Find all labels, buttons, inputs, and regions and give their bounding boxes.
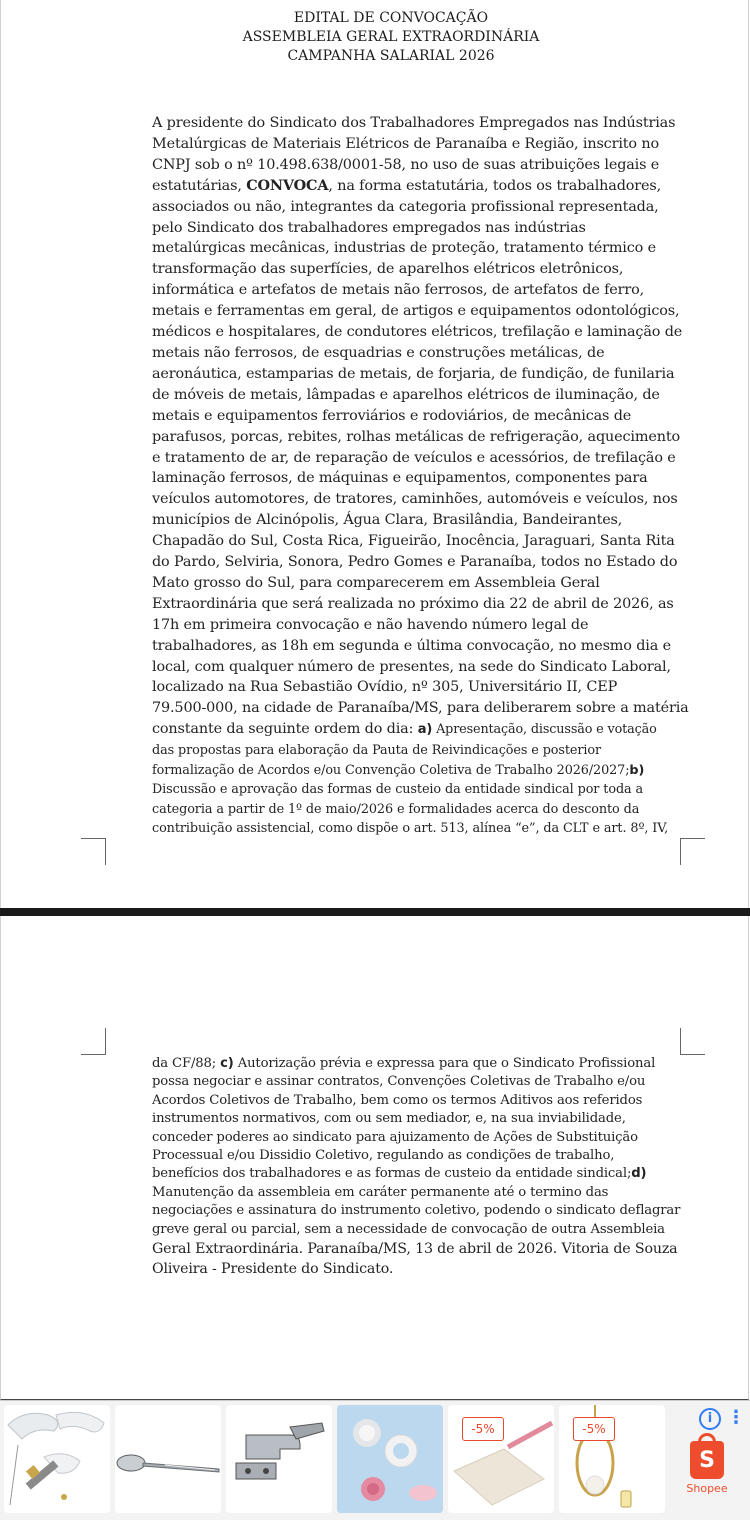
white-motor-parts-icon: [4, 1405, 110, 1513]
text-run: 79.500-000, na cidade de Paranaíba/MS, para deliberarem sobre a matéria: [152, 700, 689, 717]
body-line: [152, 113, 676, 134]
ad-product-4[interactable]: [337, 1405, 443, 1513]
text-run: 17h em primeira convocação e não havendo número legal de: [152, 616, 589, 633]
text-run: e tratamento de ar, de reparação de veículos e acessórios, de trefilação e: [152, 449, 676, 466]
body-line: [152, 238, 676, 259]
text-run: associados ou não, integrantes da categoria profissional representada,: [152, 198, 659, 215]
agenda-item-label: d): [631, 1166, 647, 1182]
text-run: greve geral ou parcial, sem a necessidade de convocação de outra Assembleia: [152, 1221, 665, 1237]
document-body-page-2: [152, 1055, 682, 1279]
text-run: metais não ferrosos, de esquadrias e construções metálicas, de: [152, 344, 605, 361]
document-body-page-1: [152, 113, 689, 839]
ad-product-6[interactable]: [559, 1405, 665, 1513]
info-icon[interactable]: i: [699, 1408, 721, 1430]
page-separator: [0, 908, 750, 916]
text-run: Manutenção da assembleia em caráter permanente até o termino das: [152, 1184, 609, 1200]
title-line-1: EDITAL DE CONVOCAÇÃO: [293, 10, 489, 26]
body-line: [152, 531, 676, 552]
page-corner-mark: [81, 838, 106, 865]
page-corner-mark: [680, 1028, 705, 1055]
text-run: CNPJ sob o nº 10.498.638/0001-58, no uso de suas atribuições legais e: [152, 156, 660, 173]
body-line: [152, 134, 676, 155]
text-run: Acordos Coletivos de Trabalho, bem como os termos Aditivos aos referidos: [152, 1092, 643, 1108]
title-line-3: CAMPANHA SALARIAL 2026: [287, 48, 495, 64]
page-corner-mark: [81, 1028, 106, 1055]
body-line: [152, 677, 676, 698]
text-run: de móveis de metais, lâmpadas e aparelhos elétricos de iluminação, de: [152, 386, 660, 403]
body-line: [152, 468, 676, 489]
text-run: informática e artefatos de metais não ferrosos, de artefatos de ferro,: [152, 282, 645, 299]
text-run: , na forma estatutária, todos os trabalhadores,: [328, 177, 662, 194]
spoon-icon: [115, 1405, 221, 1513]
item-a-label: a): [417, 722, 433, 738]
text-run: trabalhadores, as 18h em segunda e última convocação, no mesmo dia e: [152, 637, 671, 654]
text-run: laminação ferrosos, de máquinas e equipamentos, componentes para: [152, 470, 648, 487]
text-run: das propostas para elaboração da Pauta de Reivindicações e posterior: [152, 743, 602, 759]
text-run: Chapadão do Sul, Costa Rica, Figueirão, Inocência, Jaraguari, Santa Rita: [152, 533, 675, 550]
body-line: [152, 176, 676, 197]
body-line: [152, 197, 676, 218]
body-line: [152, 489, 676, 510]
page-corner-mark: [680, 838, 705, 865]
discount-badge: -5%: [462, 1417, 504, 1441]
text-run: possa negociar e assinar contratos, Convenções Coletivas de Trabalho e/ou: [152, 1074, 646, 1090]
body-line: [152, 1202, 682, 1220]
body-line-closing: [152, 1239, 682, 1259]
body-line: [152, 322, 683, 343]
document-title: [1, 9, 750, 66]
body-line: [152, 552, 676, 573]
body-line: [152, 427, 680, 448]
shopee-ad-banner[interactable]: [0, 1400, 750, 1520]
body-line-small: [152, 800, 676, 820]
body-line-small: [152, 819, 676, 839]
body-line: [152, 1147, 682, 1165]
title-line-2: ASSEMBLEIA GERAL EXTRAORDINÁRIA: [242, 29, 540, 45]
text-run: Discussão e aprovação das formas de custeio da entidade sindical por toda a: [152, 782, 644, 798]
text-run: veículos automotores, de tratores, caminhões, automóveis e veículos, nos: [152, 491, 678, 508]
body-line-closing: [152, 1259, 682, 1279]
text-run: formalização de Acordos e/ou Convenção Coletiva de Trabalho 2026/2027;: [152, 762, 630, 778]
ad-product-3[interactable]: [226, 1405, 332, 1513]
body-line: [152, 1129, 682, 1147]
more-options-icon[interactable]: ⋮: [727, 1407, 745, 1428]
document-page-2: [0, 916, 749, 1400]
body-line: [152, 155, 676, 176]
body-line-small: [152, 741, 676, 761]
discount-badge: -5%: [573, 1417, 615, 1441]
text-run: Autorização prévia e expressa para que o Sindicato Profissional: [233, 1056, 656, 1071]
shopee-label: Shopee: [686, 1482, 728, 1495]
text-run: Mato grosso do Sul, para comparecerem em Assembleia Geral: [152, 574, 600, 591]
metal-latch-icon: [226, 1405, 332, 1513]
text-run: parafusos, porcas, rebites, rolhas metálicas de refrigeração, aquecimento: [152, 428, 680, 445]
agenda-item-label: b): [629, 762, 645, 778]
soap-molds-icon: [337, 1405, 443, 1513]
body-line: [152, 280, 676, 301]
text-run: médicos e hospitalares, de condutores elétricos, trefilação e laminação de: [152, 324, 683, 341]
body-line: [152, 364, 676, 385]
body-line: [152, 657, 676, 678]
body-line: [152, 385, 676, 406]
agenda-intro: constante da seguinte ordem do dia:: [152, 721, 418, 738]
emphasis-text: CONVOCA: [246, 176, 329, 194]
text-run: do Pardo, Selviria, Sonora, Pedro Gomes e Paranaíba, todos no Estado do: [152, 554, 678, 571]
body-line: [152, 1073, 682, 1091]
body-line: [152, 406, 676, 427]
text-run: negociações e assinatura do instrumento coletivo, podendo o sindicato deflagrar: [152, 1203, 681, 1219]
ad-product-1[interactable]: [4, 1405, 110, 1513]
body-line: [152, 594, 676, 615]
body-line: [152, 1165, 682, 1183]
text-run: Metalúrgicas de Materiais Elétricos de Paranaíba e Região, inscrito no: [152, 135, 659, 152]
body-line: [152, 1092, 682, 1110]
text-run: conceder poderes ao sindicato para ajuizamento de Ações de Substituição: [152, 1129, 638, 1145]
body-line: [152, 301, 680, 322]
body-line: [152, 1110, 682, 1128]
text-run: contribuição assistencial, como dispõe o art. 513, alínea “e”, da CLT e art. 8º, IV,: [152, 821, 669, 837]
text-run: benefícios dos trabalhadores e as formas de custeio da entidade sindical;: [152, 1166, 632, 1182]
text-run: instrumentos normativos, com ou sem mediador, e, na sua inviabilidade,: [152, 1111, 626, 1127]
body-line: [152, 218, 676, 239]
body-line: [152, 1221, 682, 1239]
text-run: Extraordinária que será realizada no próximo dia 22 de abril de 2026, as: [152, 595, 674, 612]
body-line: [152, 1055, 682, 1073]
body-line: [152, 636, 676, 657]
text-run: local, com qualquer número de presentes, na sede do Sindicato Laboral,: [152, 658, 671, 675]
body-line-small: [152, 780, 676, 800]
body-line: [152, 615, 676, 636]
text-run: Oliveira - Presidente do Sindicato.: [152, 1261, 394, 1278]
text-run: metais e equipamentos ferroviários e rodoviários, de mecânicas de: [152, 407, 632, 424]
text-run: categoria a partir de 1º de maio/2026 e formalidades acerca do desconto da: [152, 801, 640, 817]
text-run: localizado na Rua Sebastião Ovídio, nº 305, Universitário II, CEP: [152, 679, 618, 696]
item-a-text: Apresentação, discussão e votação: [432, 722, 657, 738]
body-line: [152, 259, 676, 280]
text-run: metais e ferramentas em geral, de artigos e equipamentos odontológicos,: [152, 303, 680, 320]
text-run: aeronáutica, estamparias de metais, de forjaria, de fundição, de funilaria: [152, 365, 675, 382]
body-line: [152, 573, 676, 594]
body-line: [152, 343, 676, 364]
text-run: da CF/88;: [152, 1056, 221, 1071]
body-line: [152, 510, 676, 531]
text-run: estatutárias,: [152, 177, 247, 194]
body-line: [152, 448, 676, 469]
text-run: pelo Sindicato dos trabalhadores empregados nas indústrias: [152, 219, 586, 236]
text-run: metalúrgicas mecânicas, industrias de proteção, tratamento térmico e: [152, 240, 656, 257]
text-run: municípios de Alcinópolis, Água Clara, Brasilândia, Bandeirantes,: [152, 512, 623, 529]
text-run: Geral Extraordinária. Paranaíba/MS, 13 de abril de 2026. Vitoria de Souza: [152, 1241, 678, 1258]
text-run: A presidente do Sindicato dos Trabalhadores Empregados nas Indústrias: [152, 115, 676, 131]
text-run: transformação das superfícies, de aparelhos elétricos eletrônicos,: [152, 261, 624, 278]
ad-product-2[interactable]: [115, 1405, 221, 1513]
body-line: [152, 698, 689, 719]
body-line-small: [152, 761, 676, 781]
text-run: Processual e/ou Dissidio Coletivo, regulando as condições de trabalho,: [152, 1148, 615, 1164]
body-line: [152, 1184, 682, 1202]
shopee-logo-icon[interactable]: S: [690, 1441, 724, 1479]
body-line-agenda-start: [152, 719, 676, 741]
ad-product-5[interactable]: [448, 1405, 554, 1513]
agenda-item-label: c): [220, 1056, 234, 1071]
